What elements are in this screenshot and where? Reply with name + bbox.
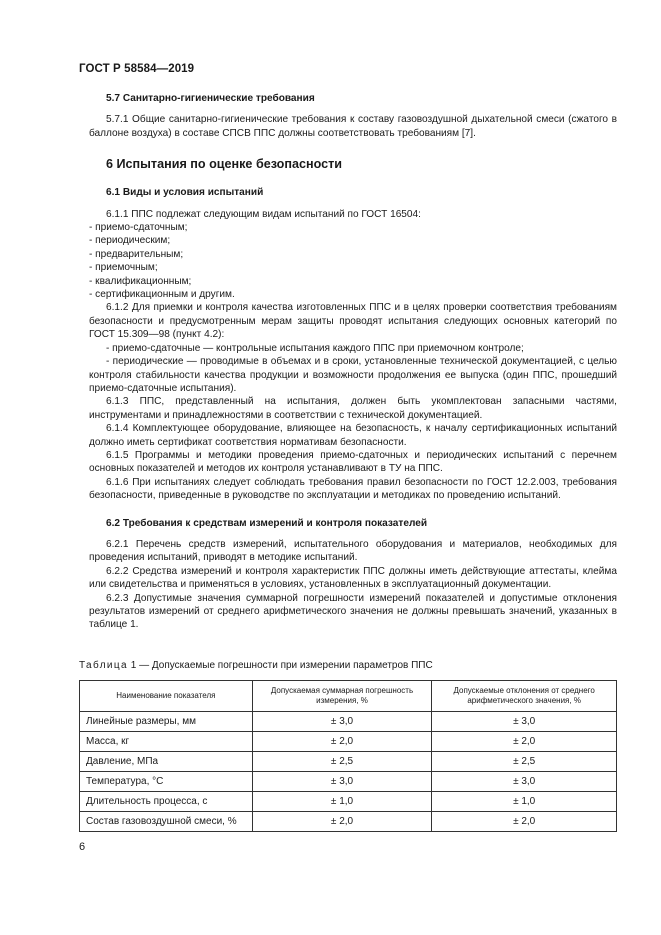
paragraph-6-1-6: 6.1.6 При испытаниях следует соблюдать требования правил безопасности по ГОСТ 12.2.003, требования безопасности, приведенные в руководстве по эксплуатации и методиках по проведению испытаний. bbox=[89, 476, 617, 502]
paragraph-6-1-2: 6.1.2 Для приемки и контроля качества изготовленных ППС и в целях проверки соответствия требованиям безопасности и предусмотренным мерам защиты проводят испытания следующих основных категорий по ГОСТ 15.309—98 (пункт 4.2): bbox=[89, 302, 617, 341]
table-cell: ± 3,0 bbox=[432, 712, 617, 732]
table-cell: ± 2,5 bbox=[432, 752, 617, 772]
table-header-cell: Допускаемые отклонения от среднего арифметического значения, % bbox=[432, 681, 617, 712]
section-6-1-title: 6.1 Виды и условия испытаний bbox=[106, 187, 264, 199]
table-header-cell: Наименование показателя bbox=[80, 681, 253, 712]
section-5-7-title: 5.7 Санитарно-гигиенические требования bbox=[106, 93, 315, 104]
table-row bbox=[80, 792, 617, 812]
paragraph-6-2-2: 6.2.2 Средства измерений и контроля характеристик ППС должны иметь действующие аттестаты, клейма или свидетельства и применяться в условиях, установленных в эксплуатационный документации. bbox=[89, 565, 617, 591]
table-header-cell: Допускаемая суммарная погрешность измерения, % bbox=[252, 681, 432, 712]
table-cell: ± 2,0 bbox=[252, 812, 432, 832]
table-cell: ± 1,0 bbox=[432, 792, 617, 812]
table-cell: Масса, кг bbox=[80, 732, 253, 752]
table-cell: Линейные размеры, мм bbox=[80, 712, 253, 732]
paragraph-6-2-1: 6.2.1 Перечень средств измерений, испытательного оборудования и материалов, необходимых для проведения испытаний, приводят в методике испытаний. bbox=[89, 538, 617, 564]
table-cell: ± 2,5 bbox=[252, 752, 432, 772]
table-cell: Давление, МПа bbox=[80, 752, 253, 772]
table-cell: ± 3,0 bbox=[252, 772, 432, 792]
table-cell: ± 3,0 bbox=[252, 712, 432, 732]
table-cell: ± 2,0 bbox=[252, 732, 432, 752]
table-header-row bbox=[80, 681, 617, 712]
paragraph-5-7-1: 5.7.1 Общие санитарно-гигиенические требования к составу газовоздушной дыхательной смеси (сжатого в баллоне воздуха) в составе СПСВ ППС должны соответствовать требованиям [7]. bbox=[89, 114, 617, 139]
list-item: - сертификационным и другим. bbox=[89, 289, 235, 301]
paragraph-6-1-5: 6.1.5 Программы и методики проведения приемо-сдаточных и периодических испытаний с перечнем основных показателей и методов их контроля устанавливают в ТУ на ППС. bbox=[89, 449, 617, 475]
list-item: - приемо-сдаточным; bbox=[89, 222, 188, 234]
document-body bbox=[89, 92, 617, 632]
table-caption-prefix: Таблица bbox=[79, 660, 129, 671]
paragraph-6-1-3: 6.1.3 ППС, представленный на испытания, должен быть укомплектован запасными частями, инструментами и принадлежностями в соответствии с технической документацией. bbox=[89, 396, 617, 421]
paragraph-6-1-4: 6.1.4 Комплектующее оборудование, влияющее на безопасность, к началу сертификационных испытаний должно иметь сертификат соответствия нормативам безопасности. bbox=[89, 423, 617, 448]
table-caption-text: 1 — Допускаемые погрешности при измерении параметров ППС bbox=[130, 660, 433, 671]
table-cell: ± 2,0 bbox=[432, 732, 617, 752]
table-caption bbox=[79, 660, 433, 671]
page-number: 6 bbox=[79, 841, 86, 853]
section-6-2-title: 6.2 Требования к средствам измерений и контроля показателей bbox=[106, 517, 428, 529]
table-cell: ± 3,0 bbox=[432, 772, 617, 792]
list-item: - приемочным; bbox=[89, 262, 158, 274]
table-cell: ± 1,0 bbox=[252, 792, 432, 812]
table-cell: Длительность процесса, с bbox=[80, 792, 253, 812]
list-item: - квалификационным; bbox=[89, 275, 192, 287]
paragraph-6-1-2-a: - приемо-сдаточные — контрольные испытания каждого ППС при приемочном контроле; bbox=[106, 342, 524, 354]
table-row bbox=[80, 732, 617, 752]
list-item: - предварительным; bbox=[89, 248, 184, 260]
table-cell: ± 2,0 bbox=[432, 812, 617, 832]
table-row bbox=[80, 752, 617, 772]
paragraph-6-1-1: 6.1.1 ППС подлежат следующим видам испытаний по ГОСТ 16504: bbox=[106, 208, 421, 220]
list-item: - периодическим; bbox=[89, 235, 171, 247]
paragraph-6-2-3: 6.2.3 Допустимые значения суммарной погрешности измерений показателей и допустимые отклонения результатов измерений от среднего арифметического значения не должны превышать значений, указанных в таблице 1. bbox=[89, 592, 617, 631]
tolerance-table bbox=[79, 680, 617, 832]
section-6-title: 6 Испытания по оценке безопасности bbox=[106, 157, 343, 172]
paragraph-6-1-2-b: - периодические — проводимые в объемах и в сроки, установленные технической документацией, с целью контроля стабильности качества продукции и возможности продолжения ее выпуска (один ППС, прошедший приемо-сдаточные испытания). bbox=[89, 356, 617, 394]
table-cell: Температура, °С bbox=[80, 772, 253, 792]
table-row bbox=[80, 712, 617, 732]
table-row bbox=[80, 812, 617, 832]
table-cell: Состав газовоздушной смеси, % bbox=[80, 812, 253, 832]
document-header: ГОСТ Р 58584—2019 bbox=[79, 63, 195, 75]
table-row bbox=[80, 772, 617, 792]
